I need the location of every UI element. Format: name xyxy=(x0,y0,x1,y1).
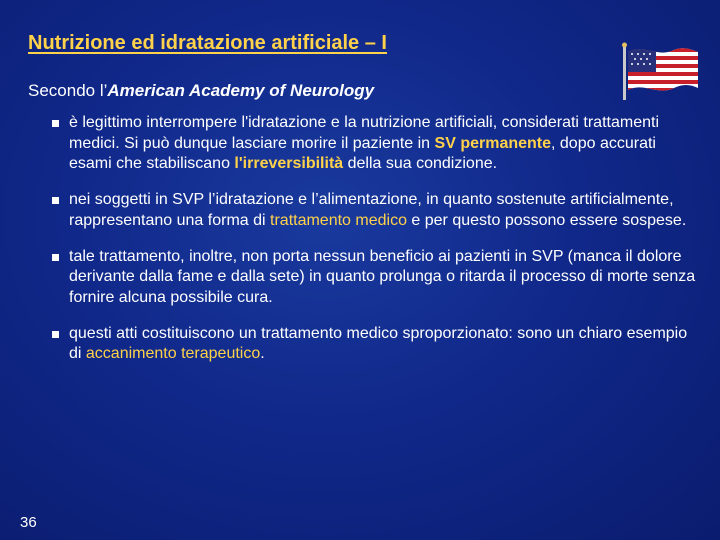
subtitle-prefix: Secondo l’ xyxy=(28,81,108,100)
bullet-text: questi atti costituiscono un trattamento medico sproporzionato: sono un chiaro esempio di xyxy=(69,324,688,362)
bullet-text: tale trattamento, inoltre, non porta nessun beneficio ai pazienti in SVP (manca il dolore derivante dalla fame e dalla sete) in quanto prolunga o ritarda il processo di morte senza fornire alcuna possibile cura. xyxy=(69,247,696,306)
square-bullet-icon xyxy=(52,331,59,338)
bullet-text: . xyxy=(260,345,265,362)
highlight-text: SV permanente xyxy=(434,134,552,152)
page-number: 36 xyxy=(20,514,37,531)
highlight-text: accanimento terapeutico xyxy=(85,345,261,362)
bullet-list xyxy=(50,113,700,380)
square-bullet-icon xyxy=(52,254,59,261)
highlight-text: trattamento medico xyxy=(270,211,407,229)
bullet-text: nei soggetti in SVP l’idratazione e l’alimentazione, in quanto sostenute artificialmente, rappresentano una forma di xyxy=(69,191,674,229)
bullet-text: , dopo accurati esami che stabiliscano xyxy=(69,134,656,172)
square-bullet-icon xyxy=(52,197,59,204)
highlight-text: l'irreversibilità xyxy=(234,155,344,172)
bullet-item xyxy=(50,113,700,175)
subtitle xyxy=(28,81,374,101)
subtitle-organization: American Academy of Neurology xyxy=(107,81,375,100)
us-flag-icon xyxy=(620,42,700,102)
bullet-item xyxy=(50,190,700,231)
bullet-item xyxy=(50,247,700,309)
bullet-text: della sua condizione. xyxy=(343,155,498,172)
slide-title: Nutrizione ed idratazione artificiale – I xyxy=(28,32,387,54)
bullet-item xyxy=(50,324,700,365)
bullet-text: e per questo possono essere sospese. xyxy=(406,211,687,229)
bullet-text: è legittimo interrompere l'idratazione e la nutrizione artificiali, considerati trattamenti medici. Si può dunque lasciare morire il paziente in xyxy=(69,114,659,152)
square-bullet-icon xyxy=(52,120,59,127)
